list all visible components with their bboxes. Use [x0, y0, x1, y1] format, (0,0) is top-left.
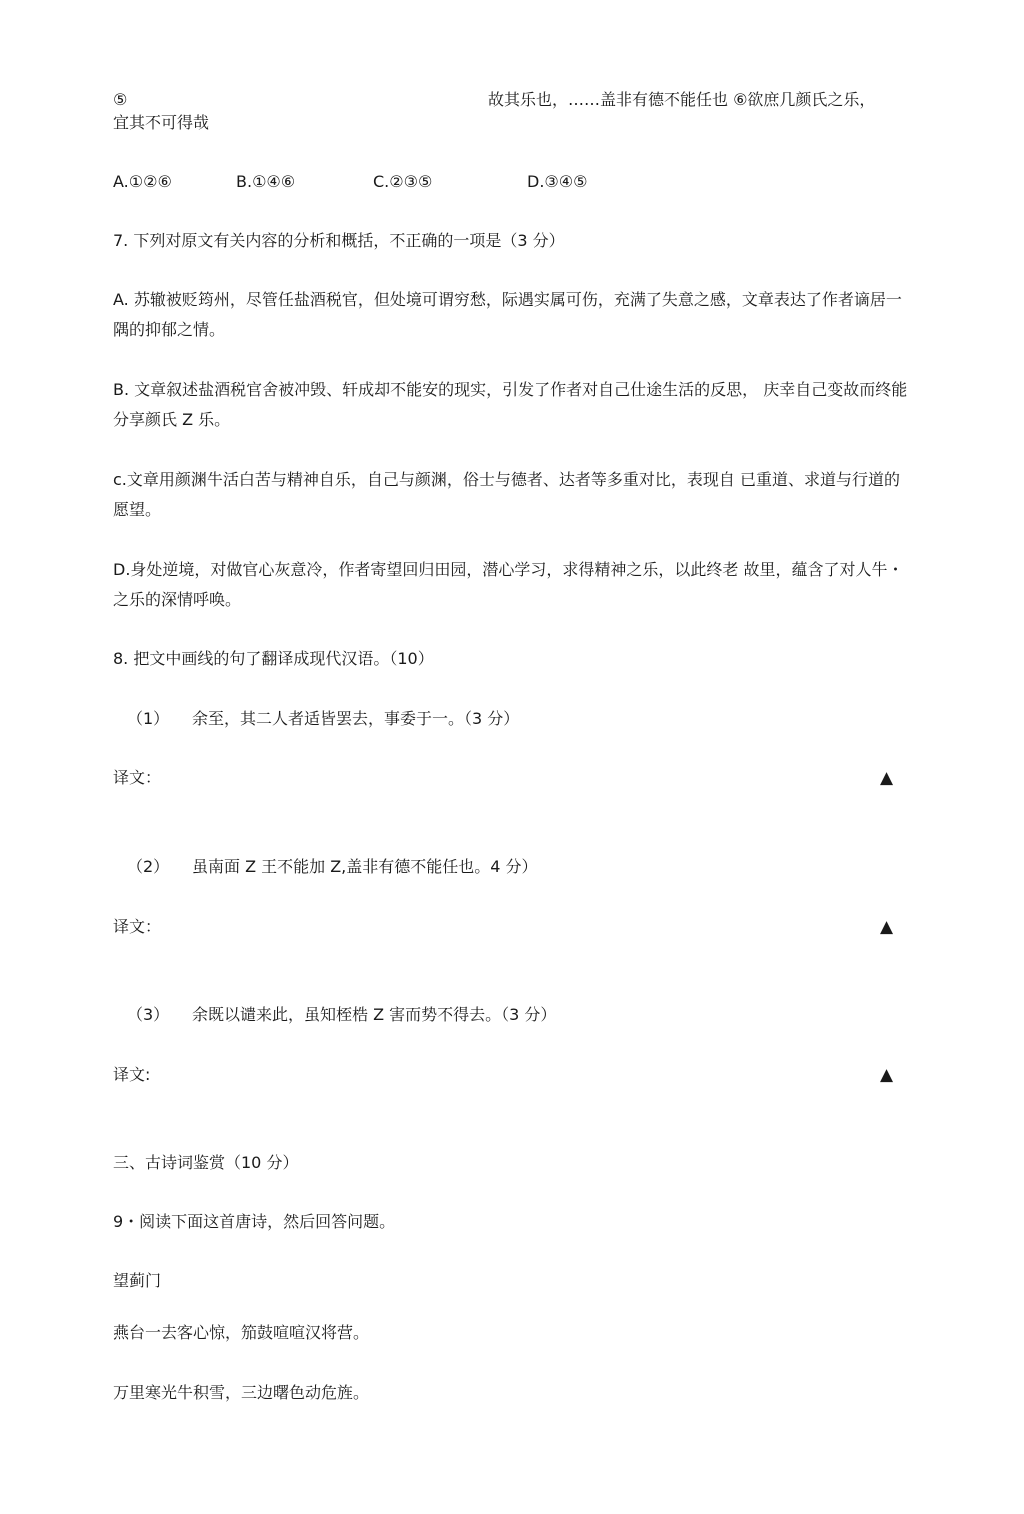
q7-option-b: B. 文章叙述盐酒税官舍被冲毁、轩成却不能安的现实，引发了作者对自己仕途生活的反思， 庆幸自己变故而终能分享颜氏 Z 乐。 — [113, 380, 908, 429]
answer-marker-icon: ▲ — [880, 1065, 894, 1085]
q6-option-a: A.①②⑥ — [113, 172, 172, 191]
q7-option-c: c.文章用颜渊牛活白苦与精神自乐，自己与颜渊，俗士与德者、达者等多重对比，表现自 已重道、求道与行道的愿望。 — [113, 470, 900, 519]
q6-option-c: C.②③⑤ — [373, 172, 433, 191]
q8-item1-number: （1） — [127, 709, 170, 728]
q7-option-d: D.身处逆境，对做官心灰意冷，作者寄望回归田园，潜心学习，求得精神之乐，以此终老 故里，蕴含了对人牛・之乐的深情呼唤。 — [113, 560, 904, 609]
poem-line-1: 燕台一去客心惊，笳鼓喧喧汉将营。 — [113, 1323, 370, 1342]
q6-option-d: D.③④⑤ — [527, 172, 588, 191]
section3-heading: 三、古诗词鉴赏（10 分） — [113, 1153, 299, 1172]
q8-stem: 8. 把文中画线的句了翻译成现代汉语。（10） — [113, 649, 434, 668]
answer-marker-icon: ▲ — [880, 768, 894, 788]
poem-line-2: 万里寒光牛积雪，三边曙色动危旌。 — [113, 1383, 370, 1402]
q6-item6-continuation: 宜其不可得哉 — [113, 113, 210, 132]
q8-item3-answer-label: 译文: — [113, 1065, 151, 1084]
q8-item3-text: 余既以谴来此，虽知桎梏 Z 害而势不得去。（3 分） — [192, 1005, 557, 1024]
q8-item1-text: 余至，其二人者适皆罢去，事委于一。（3 分） — [192, 709, 520, 728]
answer-marker-icon: ▲ — [880, 917, 894, 937]
q6-option-b: B.①④⑥ — [236, 172, 296, 191]
q8-item3-number: （3） — [127, 1005, 170, 1024]
q7-option-a: A. 苏辙被贬筠州，尽管任盐酒税官，但处境可谓穷愁，际遇实属可伤，充满了失意之感，文章表达了作者谪居一隅的抑郁之情。 — [113, 290, 902, 339]
poem-title: 望蓟门 — [113, 1271, 162, 1290]
q9-stem: 9・阅读下面这首唐诗，然后回答问题。 — [113, 1212, 396, 1231]
q8-item2-number: （2） — [127, 857, 170, 876]
q8-item2-text: 虽南面 Z 王不能加 Z,盖非有德不能任也。4 分） — [192, 857, 538, 876]
q8-item1-answer-label: 译文： — [113, 768, 162, 787]
q8-item2-answer-label: 译文： — [113, 917, 162, 936]
q6-item5-number: ⑤ — [113, 90, 128, 109]
q6-item5-text: 故其乐也，……盖非有德不能任也 ⑥欲庶几颜氏之乐， — [488, 90, 876, 109]
q7-stem: 7. 下列对原文有关内容的分析和概括，不正确的一项是（3 分） — [113, 231, 565, 250]
